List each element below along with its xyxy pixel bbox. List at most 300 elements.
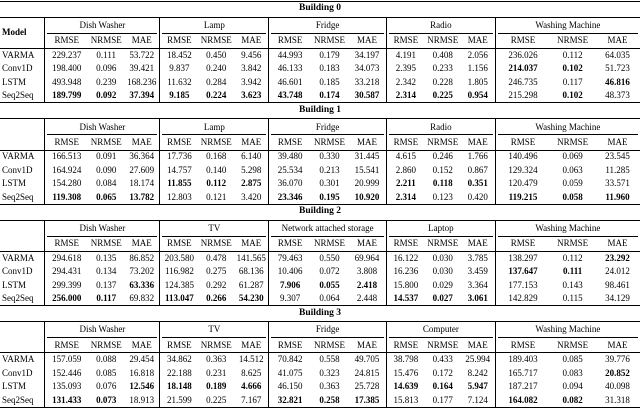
metric-value: 189.799: [45, 89, 89, 103]
metric-value: 63.336: [124, 279, 160, 293]
appliance-header: Washing Machine: [495, 119, 640, 136]
metric-value: 40.098: [605, 381, 630, 392]
metric-header: RMSE: [495, 338, 550, 353]
metric-value: 3.420: [234, 191, 269, 205]
model-name: LSTM: [0, 279, 45, 293]
metric-header: RMSE: [45, 135, 89, 150]
metric-value: 38.798: [393, 354, 419, 365]
metric-value: 0.558: [319, 354, 340, 365]
metric-value: 299.399: [52, 279, 82, 290]
metric-value: 187.217: [508, 381, 538, 392]
metric-value: 14.757: [167, 164, 192, 175]
metric-header: MAE: [595, 338, 640, 353]
appliance-header: Dish Washer: [45, 119, 160, 136]
metric-value: 0.065: [88, 191, 124, 205]
metric-header: RMSE: [495, 135, 550, 150]
metric-header: MAE: [234, 338, 269, 353]
metric-value: 3.623: [234, 89, 269, 103]
table-row: [0, 265, 640, 279]
metric-value: 0.118: [432, 178, 453, 189]
metric-header: MAE: [234, 135, 269, 150]
metric-value: 34.129: [595, 292, 640, 306]
metric-value: 18.148: [167, 381, 192, 392]
metric-value: 0.085: [96, 367, 117, 378]
metric-value: 0.135: [96, 252, 117, 263]
metric-value: 3.459: [461, 265, 496, 279]
metric-header: RMSE: [495, 237, 550, 252]
model-name: LSTM: [0, 76, 45, 90]
metric-value: 124.385: [164, 279, 195, 290]
metric-value: 54.230: [234, 292, 269, 306]
metric-value: 25.534: [277, 164, 303, 175]
metric-value: 0.363: [206, 354, 227, 365]
metric-value: 17.736: [167, 151, 192, 162]
metric-value: 0.284: [206, 76, 227, 87]
table-row: [0, 150, 640, 164]
metric-header: NRMSE: [198, 237, 234, 252]
metric-header: MAE: [124, 237, 160, 252]
appliance-header: Fridge: [269, 17, 387, 34]
model-name: Seq2Seq: [0, 89, 45, 103]
metric-value: 0.330: [319, 151, 340, 162]
metric-value: 0.183: [319, 63, 340, 74]
metric-value: 0.363: [319, 381, 340, 392]
metric-header: NRMSE: [425, 135, 461, 150]
metric-value: 0.143: [562, 279, 583, 290]
metric-value: 0.258: [311, 394, 348, 408]
appliance-header: Network attached storage: [269, 220, 387, 237]
metric-value: 4.191: [395, 49, 417, 60]
metric-header: MAE: [348, 34, 386, 49]
metric-value: 0.096: [96, 63, 117, 74]
metric-header: MAE: [348, 135, 386, 150]
model-name: Conv1D: [0, 366, 45, 380]
metric-value: 0.111: [563, 266, 583, 277]
metric-header: NRMSE: [311, 135, 348, 150]
metric-header: RMSE: [386, 237, 424, 252]
metric-value: 20.852: [605, 367, 630, 378]
appliance-header: Washing Machine: [495, 322, 640, 339]
table-row: [0, 76, 640, 90]
metric-header-row: [0, 135, 640, 150]
metric-value: 0.102: [562, 63, 583, 74]
metric-value: 0.117: [88, 292, 124, 306]
table-row: [0, 49, 640, 63]
metric-value: 164.082: [495, 394, 550, 408]
building-section-header-row: [0, 103, 640, 119]
metric-value: 493.948: [52, 76, 82, 87]
metric-value: 119.215: [495, 191, 550, 205]
model-name: Conv1D: [0, 265, 45, 279]
metric-value: 0.172: [432, 367, 453, 378]
metric-value: 3.364: [461, 279, 496, 293]
metric-value: 46.150: [277, 381, 303, 392]
metric-value: 16.236: [393, 266, 419, 277]
metric-value: 0.029: [432, 279, 453, 290]
metric-value: 23.545: [605, 151, 630, 162]
metric-header: MAE: [124, 338, 160, 353]
table-row: [0, 394, 640, 408]
metric-value: 0.233: [432, 63, 453, 74]
metric-value: 15.476: [393, 367, 419, 378]
metric-header: MAE: [124, 135, 160, 150]
metric-value: 86.852: [124, 251, 160, 265]
metric-value: 0.240: [206, 63, 227, 74]
metric-value: 0.195: [311, 191, 348, 205]
metric-header: RMSE: [160, 237, 198, 252]
metric-header: MAE: [595, 34, 640, 49]
metric-value: 31.318: [595, 394, 640, 408]
table-row: [0, 366, 640, 380]
metric-value: 18.452: [167, 49, 192, 60]
metric-value: 0.323: [319, 367, 340, 378]
metric-value: 18.913: [124, 394, 160, 408]
metric-value: 2.860: [395, 164, 417, 175]
metric-value: 23.346: [269, 191, 311, 205]
metric-value: 2.342: [395, 76, 417, 87]
metric-value: 0.030: [432, 252, 453, 263]
table-row: [0, 380, 640, 394]
metric-value: 2.314: [386, 191, 424, 205]
appliance-header: Fridge: [269, 119, 387, 136]
table-row: [0, 164, 640, 178]
table-row: [0, 279, 640, 293]
table-row: [0, 89, 640, 103]
results-table-container: [0, 1, 640, 408]
metric-value: 0.867: [461, 164, 496, 178]
metric-value: 3.061: [461, 292, 496, 306]
metric-value: 27.609: [124, 164, 160, 178]
building-title: Building 1: [0, 103, 640, 119]
metric-value: 24.012: [605, 266, 630, 277]
metric-value: 0.121: [198, 191, 234, 205]
metric-value: 21.599: [160, 394, 198, 408]
metric-value: 0.027: [425, 292, 461, 306]
metric-value: 116.982: [164, 266, 194, 277]
metric-value: 15.800: [393, 279, 419, 290]
metric-value: 0.072: [319, 266, 340, 277]
table-row: [0, 251, 640, 265]
metric-value: 7.906: [279, 279, 301, 290]
metric-value: 15.813: [386, 394, 424, 408]
metric-header: RMSE: [386, 338, 424, 353]
metric-value: 0.228: [432, 76, 453, 87]
metric-value: 119.308: [45, 191, 89, 205]
metric-value: 9.456: [234, 49, 269, 63]
metric-header: MAE: [234, 237, 269, 252]
metric-value: 51.723: [605, 63, 630, 74]
metric-header: RMSE: [45, 34, 89, 49]
metric-value: 0.055: [319, 279, 340, 290]
metric-header: RMSE: [386, 135, 424, 150]
metric-value: 53.722: [124, 49, 160, 63]
metric-value: 46.816: [605, 76, 630, 87]
metric-value: 7.167: [234, 394, 269, 408]
metric-value: 0.266: [198, 292, 234, 306]
metric-header: RMSE: [45, 237, 89, 252]
metric-value: 61.287: [234, 279, 269, 293]
metric-value: 0.092: [88, 89, 124, 103]
metric-value: 30.587: [348, 89, 386, 103]
metric-value: 152.446: [52, 367, 82, 378]
metric-value: 0.140: [206, 164, 227, 175]
metric-header: NRMSE: [311, 338, 348, 353]
metric-value: 138.297: [508, 252, 538, 263]
metric-value: 39.776: [605, 354, 630, 365]
metric-value: 36.364: [124, 150, 160, 164]
metric-value: 0.168: [206, 151, 227, 162]
metric-value: 0.111: [96, 49, 117, 60]
metric-value: 120.479: [508, 178, 538, 189]
metric-value: 0.090: [96, 164, 117, 175]
metric-value: 246.735: [508, 76, 538, 87]
metric-value: 24.815: [348, 366, 386, 380]
appliance-header: Dish Washer: [45, 322, 160, 339]
metric-value: 3.842: [234, 62, 269, 76]
metric-header: RMSE: [495, 34, 550, 49]
metric-value: 68.136: [234, 265, 269, 279]
metric-value: 0.231: [206, 367, 227, 378]
metric-value: 0.433: [432, 354, 453, 365]
metric-value: 0.301: [319, 178, 340, 189]
metric-value: 9.307: [269, 292, 311, 306]
metric-header: NRMSE: [198, 135, 234, 150]
metric-header: NRMSE: [88, 338, 124, 353]
metric-value: 1.156: [461, 62, 496, 76]
metric-value: 0.094: [562, 381, 583, 392]
metric-value: 0.083: [562, 367, 583, 378]
metric-value: 34.197: [348, 49, 386, 63]
metric-value: 256.000: [45, 292, 89, 306]
appliance-header: TV: [160, 322, 269, 339]
metric-header-row: [0, 338, 640, 353]
metric-header: NRMSE: [311, 34, 348, 49]
metric-value: 33.571: [605, 178, 630, 189]
metric-value: 294.431: [52, 266, 82, 277]
metric-value: 131.433: [45, 394, 89, 408]
metric-value: 46.133: [277, 63, 303, 74]
metric-value: 9.837: [169, 63, 190, 74]
metric-value: 0.177: [425, 394, 461, 408]
table-row: [0, 191, 640, 205]
metric-value: 39.480: [277, 151, 303, 162]
building-title: Building 2: [0, 204, 640, 220]
metric-value: 0.123: [425, 191, 461, 205]
metric-value: 0.091: [96, 151, 117, 162]
model-name: VARMA: [0, 353, 45, 367]
building-title: Building 0: [0, 2, 640, 18]
metric-header: NRMSE: [311, 237, 348, 252]
metric-value: 2.056: [461, 49, 496, 63]
appliance-header: Radio: [386, 119, 495, 136]
metric-header: RMSE: [160, 338, 198, 353]
metric-value: 0.076: [96, 381, 117, 392]
metric-value: 0.069: [562, 151, 583, 162]
building-section-header-row: [0, 306, 640, 322]
metric-header: NRMSE: [550, 135, 595, 150]
metric-value: 31.445: [348, 150, 386, 164]
metric-value: 0.088: [96, 354, 117, 365]
metric-value: 0.112: [562, 49, 583, 60]
metric-value: 33.218: [348, 76, 386, 90]
metric-value: 0.112: [562, 252, 583, 263]
metric-value: 0.063: [562, 164, 583, 175]
metric-header: NRMSE: [425, 237, 461, 252]
metric-value: 0.351: [461, 177, 496, 191]
metric-value: 4.615: [395, 151, 417, 162]
metric-header: RMSE: [386, 34, 424, 49]
metric-value: 0.059: [562, 178, 583, 189]
metric-value: 34.073: [348, 62, 386, 76]
metric-value: 129.324: [508, 164, 538, 175]
metric-value: 98.461: [605, 279, 630, 290]
metric-value: 1.805: [461, 76, 496, 90]
metric-value: 43.748: [269, 89, 311, 103]
metric-value: 2.418: [348, 279, 386, 293]
metric-header: RMSE: [269, 34, 311, 49]
metric-value: 2.211: [396, 178, 416, 189]
metric-value: 36.070: [277, 178, 303, 189]
metric-value: 46.601: [277, 76, 303, 87]
metric-value: 16.818: [124, 366, 160, 380]
metric-value: 0.185: [319, 76, 340, 87]
metric-header: NRMSE: [550, 237, 595, 252]
metric-value: 0.102: [550, 89, 595, 103]
appliance-header: Computer: [386, 322, 495, 339]
metric-value: 164.924: [52, 164, 82, 175]
metric-value: 140.496: [508, 151, 538, 162]
model-name: Conv1D: [0, 164, 45, 178]
metric-header: NRMSE: [88, 34, 124, 49]
metric-header: NRMSE: [88, 135, 124, 150]
model-name: Seq2Seq: [0, 292, 45, 306]
metric-value: 18.174: [124, 177, 160, 191]
metric-header: RMSE: [160, 34, 198, 49]
metric-value: 0.408: [432, 49, 453, 60]
metric-value: 34.862: [167, 354, 192, 365]
metric-header: RMSE: [269, 338, 311, 353]
metric-header: MAE: [595, 135, 640, 150]
metric-value: 11.960: [595, 191, 640, 205]
metric-header: MAE: [595, 237, 640, 252]
metric-value: 0.174: [311, 89, 348, 103]
metric-value: 0.115: [550, 292, 595, 306]
metric-value: 113.047: [160, 292, 198, 306]
metric-header: MAE: [461, 34, 496, 49]
metric-value: 8.625: [234, 366, 269, 380]
building-title: Building 3: [0, 306, 640, 322]
appliance-header-row: [0, 17, 640, 34]
appliance-header: Radio: [386, 17, 495, 34]
metric-value: 25.728: [348, 380, 386, 394]
metric-value: 20.999: [348, 177, 386, 191]
metric-value: 0.225: [198, 394, 234, 408]
metric-value: 2.448: [348, 292, 386, 306]
metric-value: 0.213: [319, 164, 340, 175]
metric-value: 39.421: [124, 62, 160, 76]
metric-value: 0.246: [432, 151, 453, 162]
metric-header: MAE: [461, 338, 496, 353]
metric-header: MAE: [461, 135, 496, 150]
model-column-header: Model: [0, 17, 45, 48]
metric-value: 12.803: [160, 191, 198, 205]
metric-value: 0.085: [562, 354, 583, 365]
metric-header: RMSE: [45, 338, 89, 353]
appliance-header: Washing Machine: [495, 220, 640, 237]
metric-value: 37.394: [124, 89, 160, 103]
metric-value: 0.224: [198, 89, 234, 103]
metric-value: 0.117: [562, 76, 583, 87]
metric-value: 2.314: [386, 89, 424, 103]
table-row: [0, 353, 640, 367]
metric-value: 0.420: [461, 191, 496, 205]
metric-header: NRMSE: [88, 237, 124, 252]
metric-value: 0.550: [319, 252, 340, 263]
metric-header: MAE: [348, 338, 386, 353]
metric-value: 17.385: [348, 394, 386, 408]
metric-header: NRMSE: [425, 34, 461, 49]
metric-value: 157.059: [52, 354, 82, 365]
metric-header: RMSE: [269, 135, 311, 150]
appliance-header: Lamp: [160, 119, 269, 136]
metric-value: 215.298: [495, 89, 550, 103]
metric-header: NRMSE: [550, 34, 595, 49]
metric-header-row: [0, 237, 640, 252]
metric-value: 29.454: [124, 353, 160, 367]
metric-value: 11.632: [167, 76, 192, 87]
metric-value: 198.400: [52, 63, 82, 74]
metric-value: 16.122: [393, 252, 419, 263]
appliance-header: Laptop: [386, 220, 495, 237]
model-name: VARMA: [0, 150, 45, 164]
metric-value: 12.546: [124, 380, 160, 394]
metric-value: 8.242: [461, 366, 496, 380]
metric-value: 165.717: [508, 367, 538, 378]
appliance-header-row: [0, 220, 640, 237]
metric-value: 166.513: [52, 151, 82, 162]
appliance-header: Dish Washer: [45, 220, 160, 237]
metric-value: 41.075: [277, 367, 303, 378]
metric-value: 0.478: [206, 252, 227, 263]
metric-value: 0.239: [96, 76, 117, 87]
metric-value: 23.292: [605, 252, 630, 263]
metric-header: MAE: [348, 237, 386, 252]
metric-value: 0.189: [206, 381, 227, 392]
metric-value: 70.842: [277, 354, 303, 365]
metric-value: 154.280: [52, 178, 82, 189]
metric-value: 73.202: [124, 265, 160, 279]
metric-value: 15.541: [348, 164, 386, 178]
metric-value: 0.152: [432, 164, 453, 175]
model-column-header: [0, 119, 45, 150]
model-name: LSTM: [0, 380, 45, 394]
metric-value: 11.855: [167, 178, 192, 189]
metric-header: NRMSE: [425, 338, 461, 353]
metric-value: 0.450: [206, 49, 227, 60]
appliance-header-row: [0, 119, 640, 136]
model-column-header: [0, 220, 45, 251]
metric-header: NRMSE: [198, 34, 234, 49]
metric-header: NRMSE: [550, 338, 595, 353]
metric-value: 0.179: [319, 49, 340, 60]
metric-value: 32.821: [269, 394, 311, 408]
metric-value: 0.292: [206, 279, 227, 290]
metric-value: 0.134: [96, 266, 117, 277]
model-column-header: [0, 322, 45, 353]
metric-value: 294.618: [52, 252, 82, 263]
metric-header: MAE: [124, 34, 160, 49]
metric-value: 1.766: [461, 150, 496, 164]
